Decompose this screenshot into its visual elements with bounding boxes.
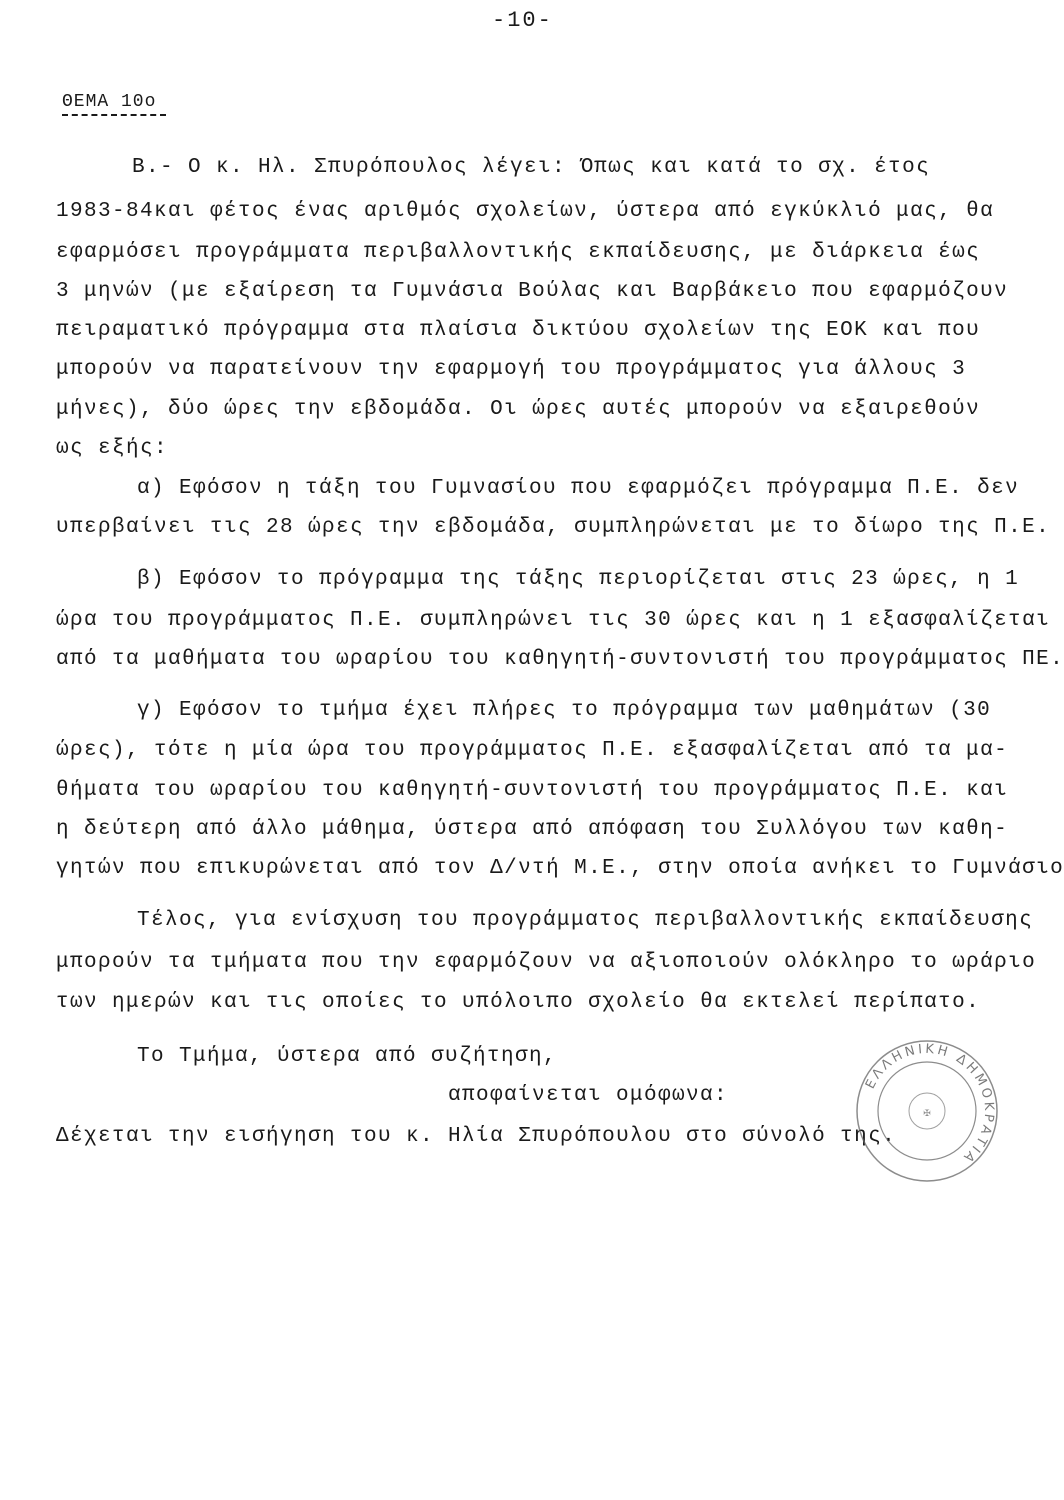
body-line: εφαρμόσει προγράμματα περιβαλλοντικής εκπαίδευσης, με διάρκεια έως xyxy=(56,241,981,264)
body-line: ως εξής: xyxy=(56,437,169,460)
decision-intro: Το Τμήμα, ύστερα από συζήτηση, xyxy=(137,1045,558,1068)
decision-text: Δέχεται την εισήγηση του κ. Ηλία Σπυρόπουλου στο σύνολό της. xyxy=(56,1125,897,1148)
page-number: -10- xyxy=(492,8,553,33)
body-line: Β.- Ο κ. Ηλ. Σπυρόπουλος λέγει: Όπως και κατά το σχ. έτος xyxy=(132,156,931,179)
body-line: από τα μαθήματα του ωραρίου του καθηγητή-συντονιστή του προγράμματος ΠΕ. xyxy=(56,648,1064,671)
topic-heading: ΘΕΜΑ 10ο xyxy=(62,92,157,112)
body-line: η δεύτερη από άλλο μάθημα, ύστερα από απόφαση του Συλλόγου των καθη- xyxy=(56,818,1009,841)
list-item-b: β) Εφόσον το πρόγραμμα της τάξης περιορίζεται στις 23 ώρες, η 1 xyxy=(137,568,1020,591)
body-line: υπερβαίνει τις 28 ώρες την εβδομάδα, συμπληρώνεται με το δίωρο της Π.Ε. xyxy=(56,516,1051,539)
body-line: των ημερών και τις οποίες το υπόλοιπο σχολείο θα εκτελεί περίπατο. xyxy=(56,991,981,1014)
list-item-c: γ) Εφόσον το τμήμα έχει πλήρες το πρόγραμμα των μαθημάτων (30 xyxy=(137,699,992,722)
body-line: ώρες), τότε η μία ώρα του προγράμματος Π.Ε. εξασφαλίζεται από τα μα- xyxy=(56,739,1009,762)
body-line: ώρα του προγράμματος Π.Ε. συμπληρώνει τις 30 ώρες και η 1 εξασφαλίζεται xyxy=(56,609,1051,632)
svg-text:ΕΛΛΗΝΙΚΗ ΔΗΜΟΚΡΑΤΙΑ: ΕΛΛΗΝΙΚΗ ΔΗΜΟΚΡΑΤΙΑ xyxy=(863,1041,997,1167)
official-seal xyxy=(852,1036,1002,1186)
topic-underline xyxy=(62,114,166,116)
body-line: πειραματικό πρόγραμμα στα πλαίσια δικτύου σχολείων της ΕΟΚ και που xyxy=(56,319,981,342)
body-line: 3 μηνών (με εξαίρεση τα Γυμνάσια Βούλας και Βαρβάκειο που εφαρμόζουν xyxy=(56,280,1009,303)
body-line: μήνες), δύο ώρες την εβδομάδα. Οι ώρες αυτές μπορούν να εξαιρεθούν xyxy=(56,398,981,421)
body-line: γητών που επικυρώνεται από τον Δ/ντή Μ.Ε., στην οποία ανήκει το Γυμνάσιο xyxy=(56,857,1064,880)
closing-paragraph: Τέλος, για ενίσχυση του προγράμματος περιβαλλοντικής εκπαίδευσης xyxy=(137,909,1034,932)
body-line: 1983-84και φέτος ένας αριθμός σχολείων, ύστερα από εγκύκλιό μας, θα xyxy=(56,200,995,223)
body-line: θήματα του ωραρίου του καθηγητή-συντονιστή του προγράμματος Π.Ε. και xyxy=(56,779,1009,802)
body-line: μπορούν τα τμήματα που την εφαρμόζουν να αξιοποιούν ολόκληρο το ωράριο xyxy=(56,951,1037,974)
body-line: μπορούν να παρατείνουν την εφαρμογή του προγράμματος για άλλους 3 xyxy=(56,358,967,381)
list-item-a: α) Εφόσον η τάξη του Γυμνασίου που εφαρμόζει πρόγραμμα Π.Ε. δεν xyxy=(137,477,1020,500)
decision-unanimous: αποφαίνεται ομόφωνα: xyxy=(448,1084,729,1107)
svg-text:✠: ✠ xyxy=(923,1109,931,1119)
